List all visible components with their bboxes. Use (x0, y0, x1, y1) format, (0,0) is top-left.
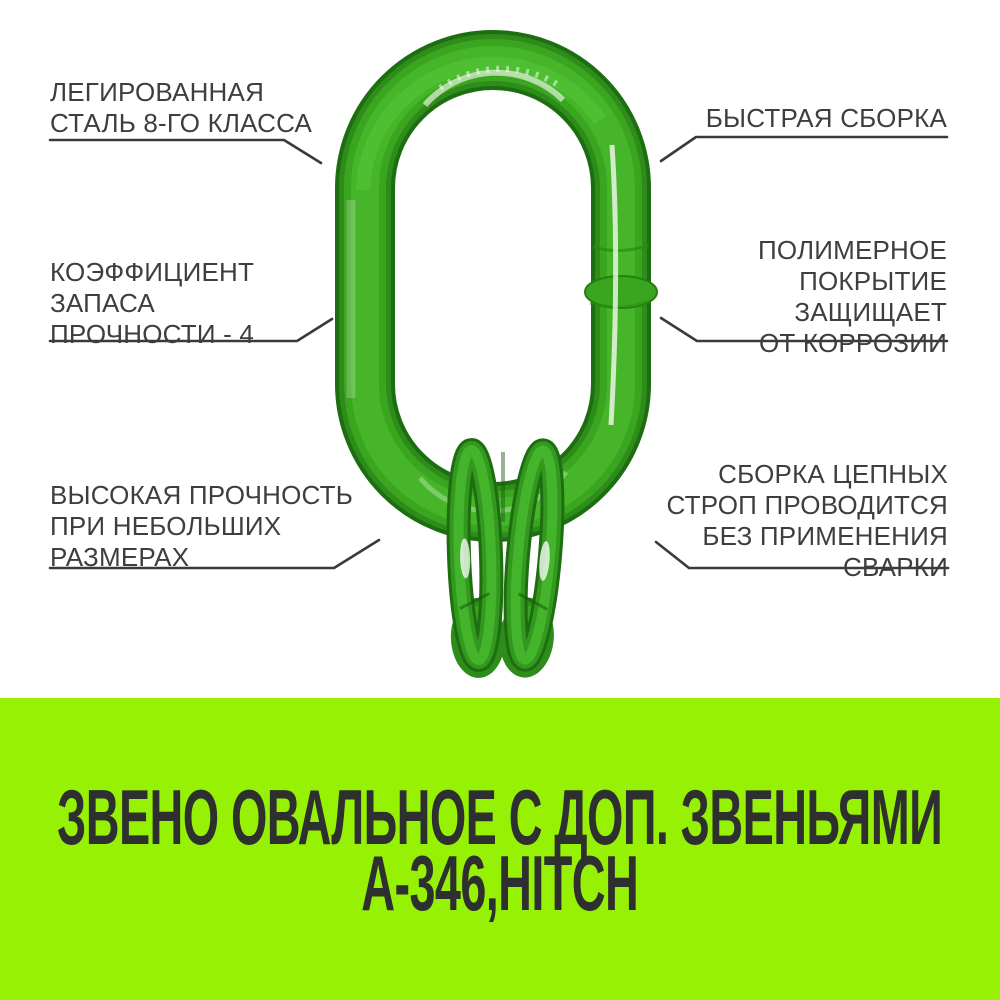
callout-line-text: СТРОП ПРОВОДИТСЯ (666, 490, 948, 520)
callout-line-text: СТАЛЬ 8-ГО КЛАССА (50, 108, 313, 138)
callout-line-text: КОЭФФИЦИЕНТ (50, 257, 255, 287)
callout-safety-factor (50, 257, 254, 350)
callout-line-text: ОТ КОРРОЗИИ (758, 328, 947, 358)
callout-line-text: ЗАПАСА (50, 288, 155, 318)
callout-line-text: СВАРКИ (843, 552, 948, 582)
callout-line-text: РАЗМЕРАХ (50, 542, 190, 572)
leader-line-top-left (50, 140, 321, 163)
callout-alloy-steel (50, 77, 312, 139)
product-title-line-2: А-346,HITCH (361, 839, 639, 927)
leader-line-top-right (661, 137, 947, 161)
master-link-ring (351, 60, 657, 512)
product-title-banner (0, 698, 1000, 1000)
product-title-line-1: ЗВЕНО ОВАЛЬНОЕ С ДОП. ЗВЕНЬЯМИ (57, 773, 943, 861)
callout-line-text: БЕЗ ПРИМЕНЕНИЯ (702, 521, 948, 551)
callout-line-text: ПРОЧНОСТИ - 4 (50, 319, 255, 349)
callout-line-text: ЛЕГИРОВАННАЯ (50, 77, 265, 107)
callout-polymer-coating (758, 235, 947, 359)
callout-line-text: БЫСТРАЯ СБОРКА (705, 103, 947, 133)
callout-line-text: ПРИ НЕБОЛЬШИХ (50, 511, 282, 541)
callout-quick-assembly (706, 103, 947, 134)
callout-line-text: ПОКРЫТИЕ (799, 266, 947, 296)
callout-high-strength (50, 480, 353, 573)
callout-line-text: ВЫСОКАЯ ПРОЧНОСТЬ (50, 480, 353, 510)
callout-line-text: ЗАЩИЩАЕТ (794, 297, 947, 327)
callout-line-text: ПОЛИМЕРНОЕ (757, 235, 947, 265)
callout-no-welding (667, 459, 948, 583)
callout-line-text: СБОРКА ЦЕПНЫХ (718, 459, 948, 489)
